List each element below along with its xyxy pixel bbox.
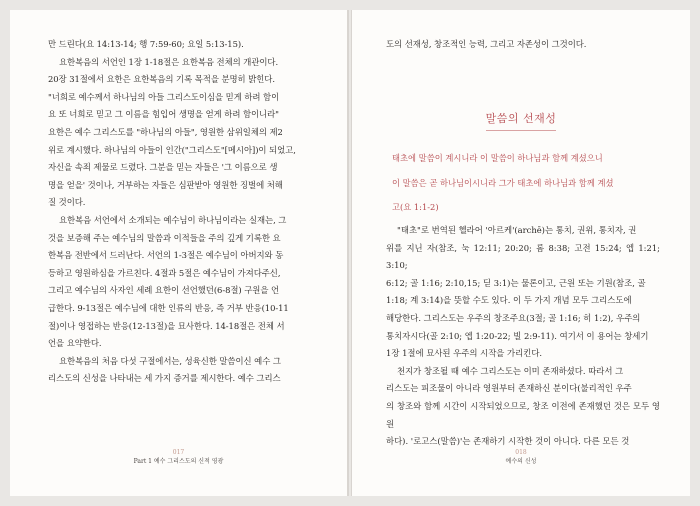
text-line: 절)이나 영접하는 반응(12-13절)을 묘사한다. 14-18절은 전체 서 bbox=[48, 320, 285, 331]
right-page-footer bbox=[352, 449, 690, 466]
text-line: 한복음 전반에서 드러난다. 서언의 1-3절은 예수님이 아버지와 동 bbox=[48, 250, 284, 261]
text-line: "태초"로 번역된 헬라어 '아르케'(archē)는 통치, 권위, 통치자, 권 bbox=[397, 225, 637, 235]
text-line: "너희로 예수께서 하나님의 아들 그리스도이심을 믿게 하려 함이 bbox=[48, 91, 280, 102]
text-line: 명을 얻을' 것이나, 거부하는 자들은 심판받아 영원한 징벌에 처해 bbox=[48, 179, 283, 190]
right-page-top-line bbox=[386, 36, 660, 54]
text-line: 요한복음 서언에서 소개되는 예수님이 하나님이라는 실재는, 그 bbox=[59, 214, 287, 225]
text-line: 언을 요약한다. bbox=[48, 338, 102, 349]
text-line: 요 또 너희로 믿고 그 이름을 힘입어 생명을 얻게 하려 함이니라" bbox=[48, 109, 279, 120]
text-line: 요한은 예수 그리스도를 "하나님의 아들", 영원한 삼위일체의 제2 bbox=[48, 126, 283, 137]
text-line: 고(요 1:1-2) bbox=[392, 201, 439, 212]
page-number: 018 bbox=[515, 449, 527, 456]
text-line: 등하고 영원하심을 가르친다. 4절과 5절은 예수님이 가져다주신, bbox=[48, 267, 281, 278]
text-line: 6:12; 골 1:16; 2:10,15; 딛 3:1)는 물론이고, 근원 또는 기원(참조, 골 bbox=[386, 277, 646, 288]
text-line: 해당한다. 그리스도는 우주의 창조주요(3절; 골 1:16; 히 1:2), 우주의 bbox=[386, 312, 641, 323]
text-line: 것을 보증해 주는 예수님의 말씀과 이적들을 주의 깊게 기록한 요 bbox=[48, 232, 281, 243]
text-line: 1장 1절에 묘사된 우주의 시작을 가리킨다. bbox=[386, 348, 543, 359]
text-line: 리스도의 신성을 나타내는 세 가지 증거를 제시한다. 예수 그리스 bbox=[48, 373, 281, 384]
text-line: 20장 31절에서 요한은 요한복음의 기록 목적을 분명히 밝힌다. bbox=[48, 74, 275, 85]
text-line: 천지가 창조될 때 예수 그리스도는 이미 존재하셨다. 따라서 그 bbox=[397, 365, 624, 376]
scripture-quote bbox=[392, 142, 656, 223]
right-page-body bbox=[386, 222, 660, 451]
section-heading: 말씀의 선재성 bbox=[485, 112, 557, 125]
text-line: 만 드린다(요 14:13-14; 행 7:59-60; 요일 5:13-15). bbox=[48, 39, 244, 49]
text-line: 요한복음의 서언인 1장 1-18절은 요한복음 전체의 개관이다. bbox=[59, 56, 279, 67]
heading-divider bbox=[486, 130, 556, 131]
page-number: 017 bbox=[172, 449, 185, 456]
text-line: 자신을 속죄 제물로 드렸다. 그분을 믿는 자들은 '그 이름으로 생 bbox=[48, 162, 278, 173]
running-footer: 예수의 신성 bbox=[505, 458, 537, 465]
text-line: 그리고 예수님의 사자인 세례 요한이 선언했던(6-8절) 구원을 언 bbox=[48, 285, 280, 296]
text-line: 위로 계시했다. 하나님의 아들이 인간("그리스도"[메시아])이 되었고, bbox=[48, 144, 296, 155]
text-line: 리스도는 피조물이 아니라 영원부터 존재하신 분이다(불리적인 우주 bbox=[386, 383, 632, 394]
text-line: 질 것이다. bbox=[48, 197, 86, 208]
text-line: 의 창조와 함께 시간이 시작되었으므로, 창조 이전에 존재했던 것은 모두 영원 bbox=[386, 400, 660, 429]
text-line: 1:18; 계 3:14)을 뜻할 수도 있다. 이 두 가지 개념 모두 그리스도에 bbox=[386, 295, 632, 306]
text-line: 위를 지닌 자(참조, 눅 12:11; 20:20; 롬 8:38; 고전 15:24; 엡 1:21; 3:10; bbox=[386, 242, 660, 271]
running-footer: Part 1 예수 그리스도의 신적 영광 bbox=[133, 458, 224, 465]
text-line: 통치자시다(골 2:10; 엡 1:20-22; 빌 2:9-11). 여기서 이 용어는 창세기 bbox=[386, 330, 649, 341]
text-line: 급한다. 9-13절은 예수님에 대한 인류의 반응, 즉 거부 반응(10-11 bbox=[48, 302, 289, 313]
left-page bbox=[10, 10, 348, 496]
text-line: 도의 선재성, 창조적인 능력, 그리고 자존성이 그것이다. bbox=[386, 39, 587, 49]
left-page-footer bbox=[10, 449, 347, 466]
text-line: 이 말씀은 곧 하나님이시니라 그가 태초에 하나님과 함께 계셨 bbox=[392, 177, 614, 188]
text-line: 태초에 말씀이 계시니라 이 말씀이 하나님과 함께 계셨으니 bbox=[392, 153, 603, 164]
left-page-body bbox=[48, 36, 323, 388]
text-line: 요한복음의 처음 다섯 구절에서는, 성육신한 말씀이신 예수 그 bbox=[59, 355, 281, 366]
text-line: 하다). '로고스(말씀)'는 존재하기 시작한 것이 아니다. 다른 모든 것 bbox=[386, 436, 630, 447]
right-page bbox=[352, 10, 690, 496]
